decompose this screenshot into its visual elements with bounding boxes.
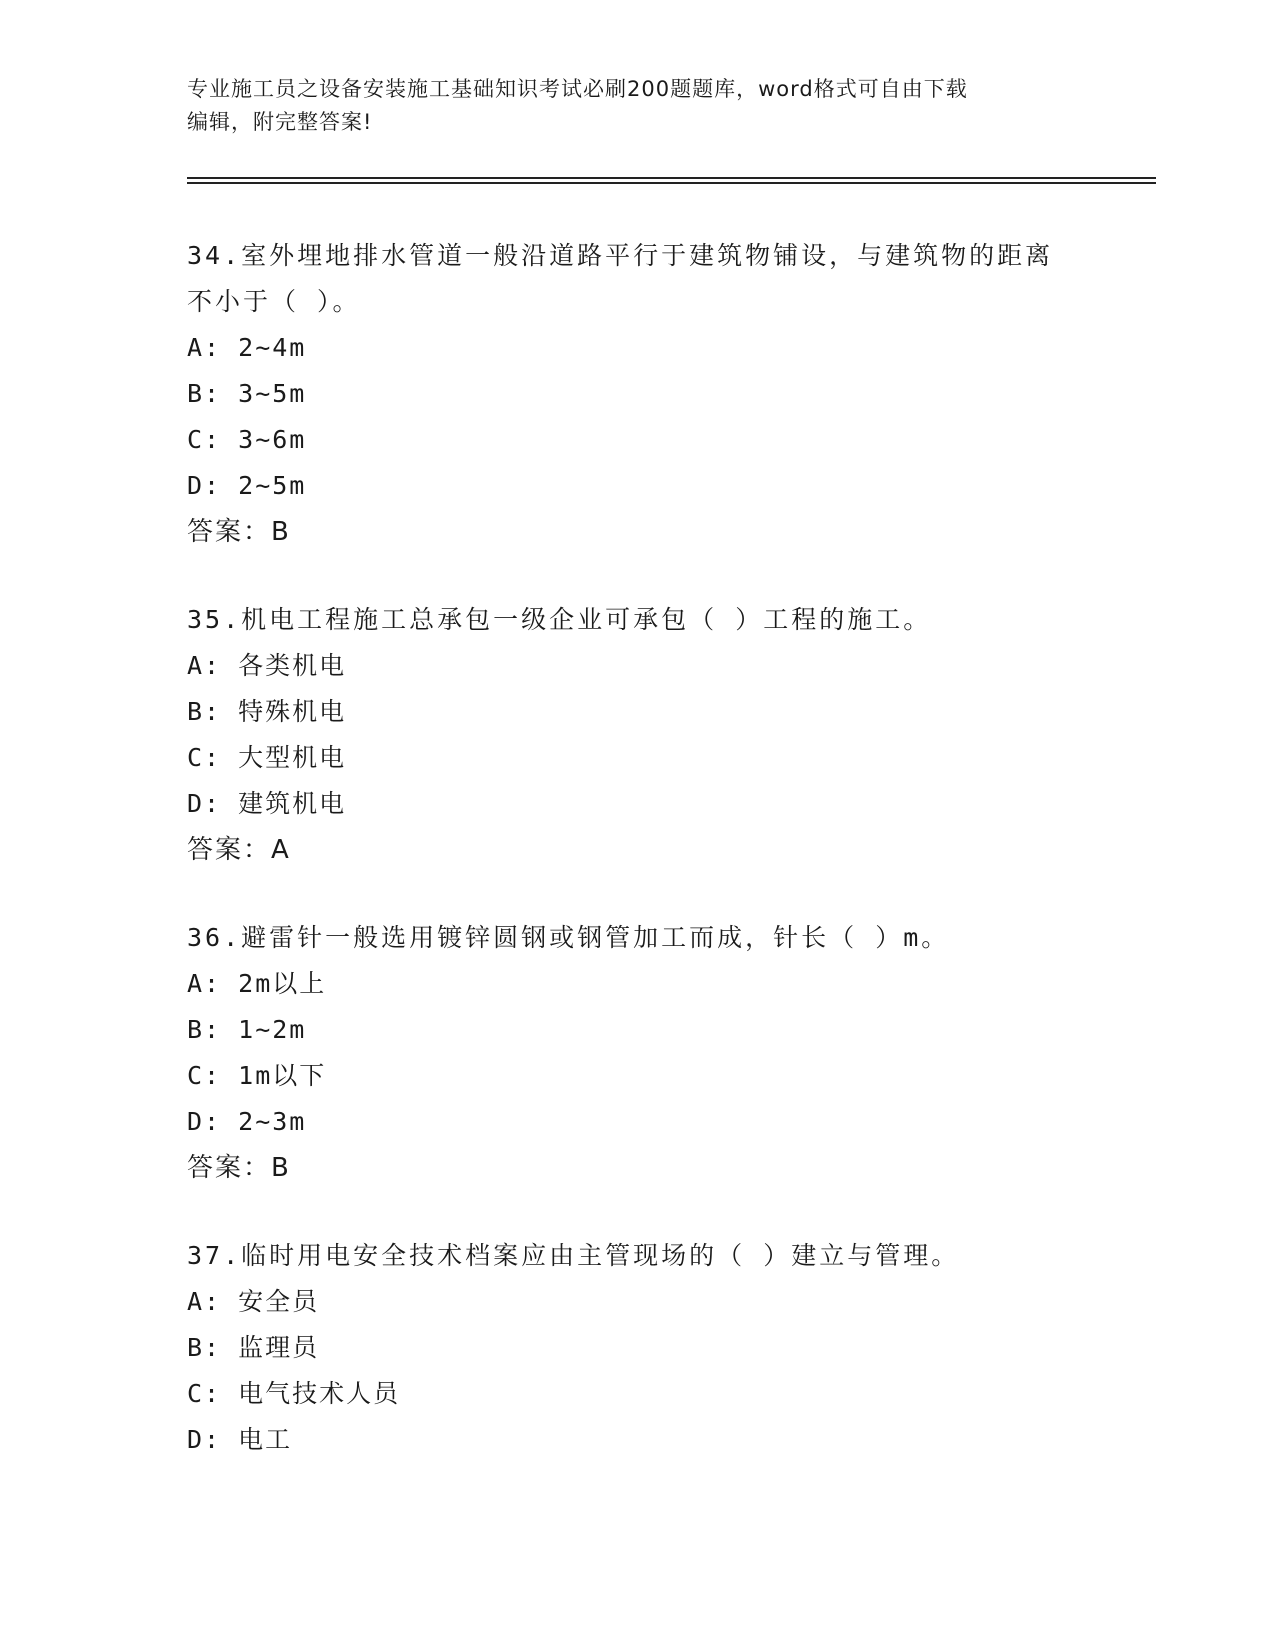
question-title: 36.避雷针一般选用镀锌圆钢或钢管加工而成，针长（ ）m。 — [187, 923, 950, 952]
header-line-2: 编辑，附完整答案! — [187, 110, 373, 134]
question-title: 34.室外埋地排水管道一般沿道路平行于建筑物铺设，与建筑物的距离 — [187, 241, 1054, 270]
option-d: D: 电工 — [187, 1425, 293, 1454]
option-c: C: 电气技术人员 — [187, 1379, 401, 1408]
option-a: A: 安全员 — [187, 1287, 320, 1316]
question-34 — [187, 233, 1087, 555]
question-title-continued: 不小于（ ）。 — [187, 287, 361, 316]
question-title: 37.临时用电安全技术档案应由主管现场的（ ）建立与管理。 — [187, 1241, 960, 1270]
option-d: D: 2~5m — [187, 471, 307, 500]
option-d: D: 建筑机电 — [187, 789, 347, 818]
header-divider-bottom — [187, 182, 1156, 184]
header-line-1: 专业施工员之设备安装施工基础知识考试必刷200题题库，word格式可自由下载 — [187, 77, 968, 101]
answer-line: 答案：B — [187, 517, 291, 547]
question-35 — [187, 597, 1087, 873]
option-a: A: 各类机电 — [187, 651, 347, 680]
option-b: B: 3~5m — [187, 379, 307, 408]
option-b: B: 1~2m — [187, 1015, 307, 1044]
option-b: B: 特殊机电 — [187, 697, 347, 726]
answer-line: 答案：B — [187, 1153, 291, 1183]
option-c: C: 大型机电 — [187, 743, 347, 772]
option-d: D: 2~3m — [187, 1107, 307, 1136]
header-divider-top — [187, 177, 1156, 179]
question-title: 35.机电工程施工总承包一级企业可承包（ ）工程的施工。 — [187, 605, 932, 634]
option-c: C: 3~6m — [187, 425, 307, 454]
option-a: A: 2m以上 — [187, 969, 327, 998]
answer-line: 答案：A — [187, 835, 291, 865]
option-c: C: 1m以下 — [187, 1061, 327, 1090]
question-36 — [187, 915, 1087, 1191]
option-a: A: 2~4m — [187, 333, 307, 362]
question-list — [187, 233, 1087, 1505]
option-b: B: 监理员 — [187, 1333, 320, 1362]
document-header — [187, 73, 1067, 139]
question-37 — [187, 1233, 1087, 1463]
